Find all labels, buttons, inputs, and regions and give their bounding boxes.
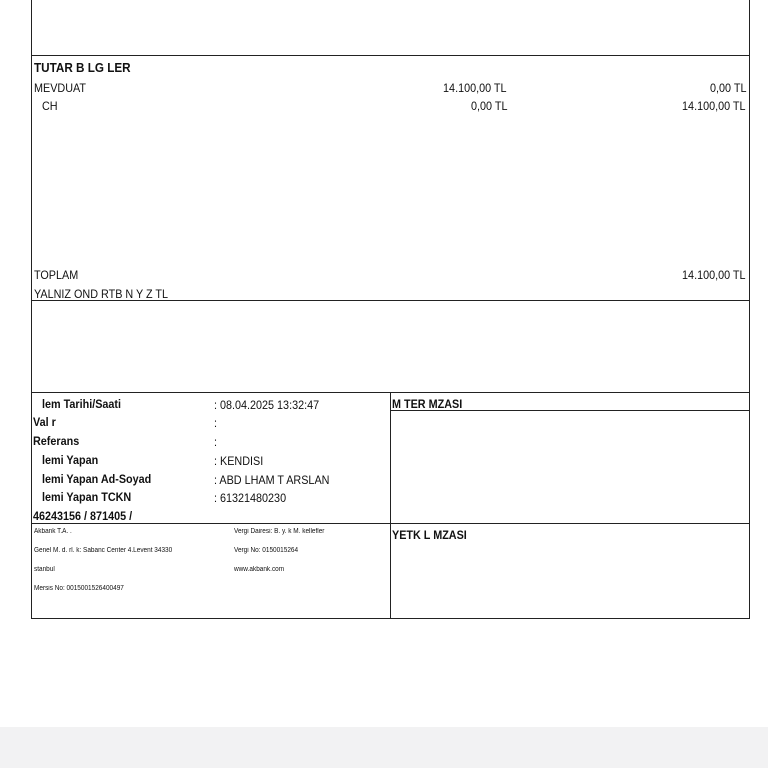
amount-in-words: YALNIZ OND RTB N Y Z TL	[34, 287, 169, 301]
footer-address: Genel M. d. rl. k: Sabanc Center 4.Levent 34330	[34, 547, 173, 554]
footer-tax-office: Vergi Dairesi: B. y. k M. kellefler	[234, 528, 325, 535]
customer-signature-label: M TER MZASI	[392, 397, 463, 411]
total-value: 14.100,00 TL	[682, 268, 746, 282]
footer-website: www.akbank.com	[234, 566, 285, 573]
divider-amounts-top	[31, 55, 750, 56]
amount-row-label: CH	[42, 99, 58, 113]
field-value-performed-by: : KENDISI	[214, 454, 264, 468]
amounts-heading: TUTAR B LG LER	[34, 60, 131, 75]
footer-city: stanbul	[34, 566, 55, 573]
amount-row-col1: 0,00 TL	[470, 99, 507, 113]
field-value-performer-tckn: : 61321480230	[214, 491, 287, 505]
amount-row-col2: 14.100,00 TL	[682, 99, 746, 113]
field-label-performer-name: lemi Yapan Ad-Soyad	[42, 472, 152, 486]
field-label-reference: Referans	[33, 434, 80, 448]
field-value-transaction-datetime: : 08.04.2025 13:32:47	[214, 398, 320, 412]
footer-tax-number: Vergi No: 0150015264	[234, 547, 299, 554]
field-label-transaction-datetime: lem Tarihi/Saati	[42, 397, 122, 411]
viewer-bottom-bar	[0, 727, 768, 768]
reference-code: 46243156 / 871405 /	[33, 509, 133, 523]
amount-row-col2: 0,00 TL	[709, 81, 746, 95]
amount-row-label: MEVDUAT	[34, 81, 87, 95]
authorized-signature-label: YETK L MZASI	[392, 528, 467, 542]
field-value-reference: :	[214, 435, 218, 449]
field-value-value-date: :	[214, 416, 218, 430]
footer-bank-name: Akbank T.A. .	[34, 528, 72, 535]
amount-row-col1: 14.100,00 TL	[443, 81, 507, 95]
field-label-performer-tckn: lemi Yapan TCKN	[42, 490, 132, 504]
field-value-performer-name: : ABD LHAM T ARSLAN	[214, 473, 330, 487]
field-label-value-date: Val r	[33, 415, 56, 429]
field-label-performed-by: lemi Yapan	[42, 453, 99, 467]
footer-mersis: Mersis No: 0015001526400497	[34, 585, 124, 592]
divider-vertical	[390, 392, 391, 618]
total-label: TOPLAM	[34, 268, 79, 282]
